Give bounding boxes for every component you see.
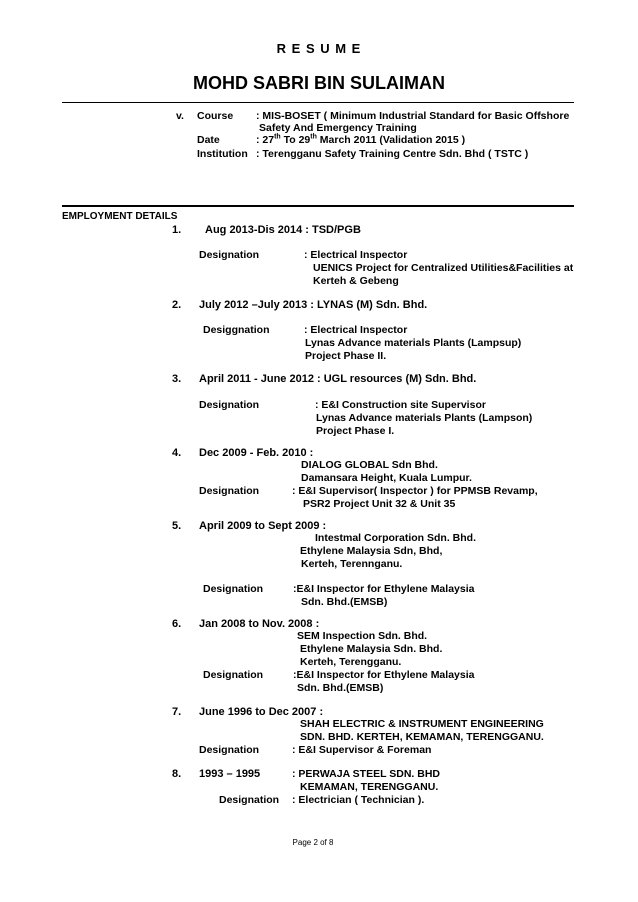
designation-line: Sdn. Bhd.(EMSB) — [301, 596, 388, 608]
company-line: Ethylene Malaysia Sdn, Bhd, — [300, 545, 443, 557]
entry-number: 3. — [172, 373, 182, 385]
designation-line: UENICS Project for Centralized Utilities&Facilities at — [313, 262, 574, 274]
company-line: Kerteh, Terengganu. — [300, 656, 402, 668]
institution-label: Institution — [197, 148, 248, 160]
designation-line: Project Phase I. — [316, 425, 395, 437]
document-title: R E S U M E — [276, 41, 362, 56]
designation-label: Designation — [199, 744, 260, 756]
entry-period: July 2012 –July 2013 : LYNAS (M) Sdn. Bhd. — [199, 299, 428, 311]
designation-label: Desiggnation — [203, 324, 270, 336]
entry-period: Jan 2008 to Nov. 2008 : — [199, 618, 320, 630]
entry-period: 1993 – 1995 — [199, 768, 261, 780]
company-line: : PERWAJA STEEL SDN. BHD — [292, 768, 440, 780]
company-line: SEM Inspection Sdn. Bhd. — [297, 630, 428, 642]
date-value: : 27th To 29th March 2011 (Validation 2015 ) — [256, 133, 466, 146]
company-line: SDN. BHD. KERTEH, KEMAMAN, TERENGGANU. — [300, 731, 544, 743]
designation-line: Kerteh & Gebeng — [313, 275, 399, 287]
company-line: Intestmal Corporation Sdn. Bhd. — [315, 532, 477, 544]
designation-line: : E&I Supervisor & Foreman — [292, 744, 432, 756]
company-line: Kerteh, Terennganu. — [301, 558, 403, 570]
designation-label: Designation — [199, 485, 260, 497]
entry-number: 1. — [172, 224, 182, 236]
designation-line: : E&I Supervisor( Inspector ) for PPMSB Revamp, — [292, 485, 538, 497]
company-line: Damansara Height, Kuala Lumpur. — [301, 472, 472, 484]
entry-number: 4. — [172, 447, 182, 459]
entry-number: 8. — [172, 768, 182, 780]
entry-period: Dec 2009 - Feb. 2010 : — [199, 447, 314, 459]
designation-line: Lynas Advance materials Plants (Lampsup) — [305, 337, 522, 349]
page-number: Page 2 of 8 — [292, 838, 334, 847]
designation-line: : Electrical Inspector — [304, 249, 408, 261]
entry-number: 6. — [172, 618, 182, 630]
company-line: DIALOG GLOBAL Sdn Bhd. — [301, 459, 438, 471]
designation-line: : Electrical Inspector — [304, 324, 408, 336]
designation-line: Lynas Advance materials Plants (Lampson) — [316, 412, 533, 424]
designation-line: Sdn. Bhd.(EMSB) — [297, 682, 384, 694]
company-line: Ethylene Malaysia Sdn. Bhd. — [300, 643, 443, 655]
designation-line: : Electrician ( Technician ). — [292, 794, 425, 806]
designation-label: Designation — [199, 399, 260, 411]
entry-period: April 2011 - June 2012 : UGL resources (M) Sdn. Bhd. — [199, 373, 477, 385]
institution-value: : Terengganu Safety Training Centre Sdn. Bhd ( TSTC ) — [256, 148, 529, 160]
entry-number: 5. — [172, 520, 182, 532]
designation-line: :E&I Inspector for Ethylene Malaysia — [293, 669, 475, 681]
entry-period: June 1996 to Dec 2007 : — [199, 706, 324, 718]
candidate-name: MOHD SABRI BIN SULAIMAN — [193, 73, 445, 93]
entry-period: Aug 2013-Dis 2014 : TSD/PGB — [205, 224, 361, 236]
designation-line: PSR2 Project Unit 32 & Unit 35 — [303, 498, 456, 510]
course-label: Course — [197, 110, 234, 122]
designation-label: Designation — [219, 794, 280, 806]
designation-line: :E&I Inspector for Ethylene Malaysia — [293, 583, 475, 595]
designation-label: Designation — [199, 249, 260, 261]
designation-label: Designation — [203, 669, 264, 681]
employment-heading: EMPLOYMENT DETAILS — [62, 211, 178, 222]
date-label: Date — [197, 134, 220, 146]
designation-label: Designation — [203, 583, 264, 595]
section-rule — [62, 205, 574, 207]
designation-line: : E&I Construction site Supervisor — [315, 399, 486, 411]
entry-number: 2. — [172, 299, 182, 311]
entry-number: 7. — [172, 706, 182, 718]
course-value-line2: Safety And Emergency Training — [259, 122, 417, 134]
course-roman: v. — [176, 110, 184, 122]
course-value-line1: : MIS-BOSET ( Minimum Industrial Standard for Basic Offshore — [256, 110, 570, 122]
entry-period: April 2009 to Sept 2009 : — [199, 520, 327, 532]
designation-line: Project Phase II. — [305, 350, 387, 362]
header-rule — [62, 102, 574, 103]
company-line: KEMAMAN, TERENGGANU. — [300, 781, 439, 793]
company-line: SHAH ELECTRIC & INSTRUMENT ENGINEERING — [300, 718, 544, 730]
